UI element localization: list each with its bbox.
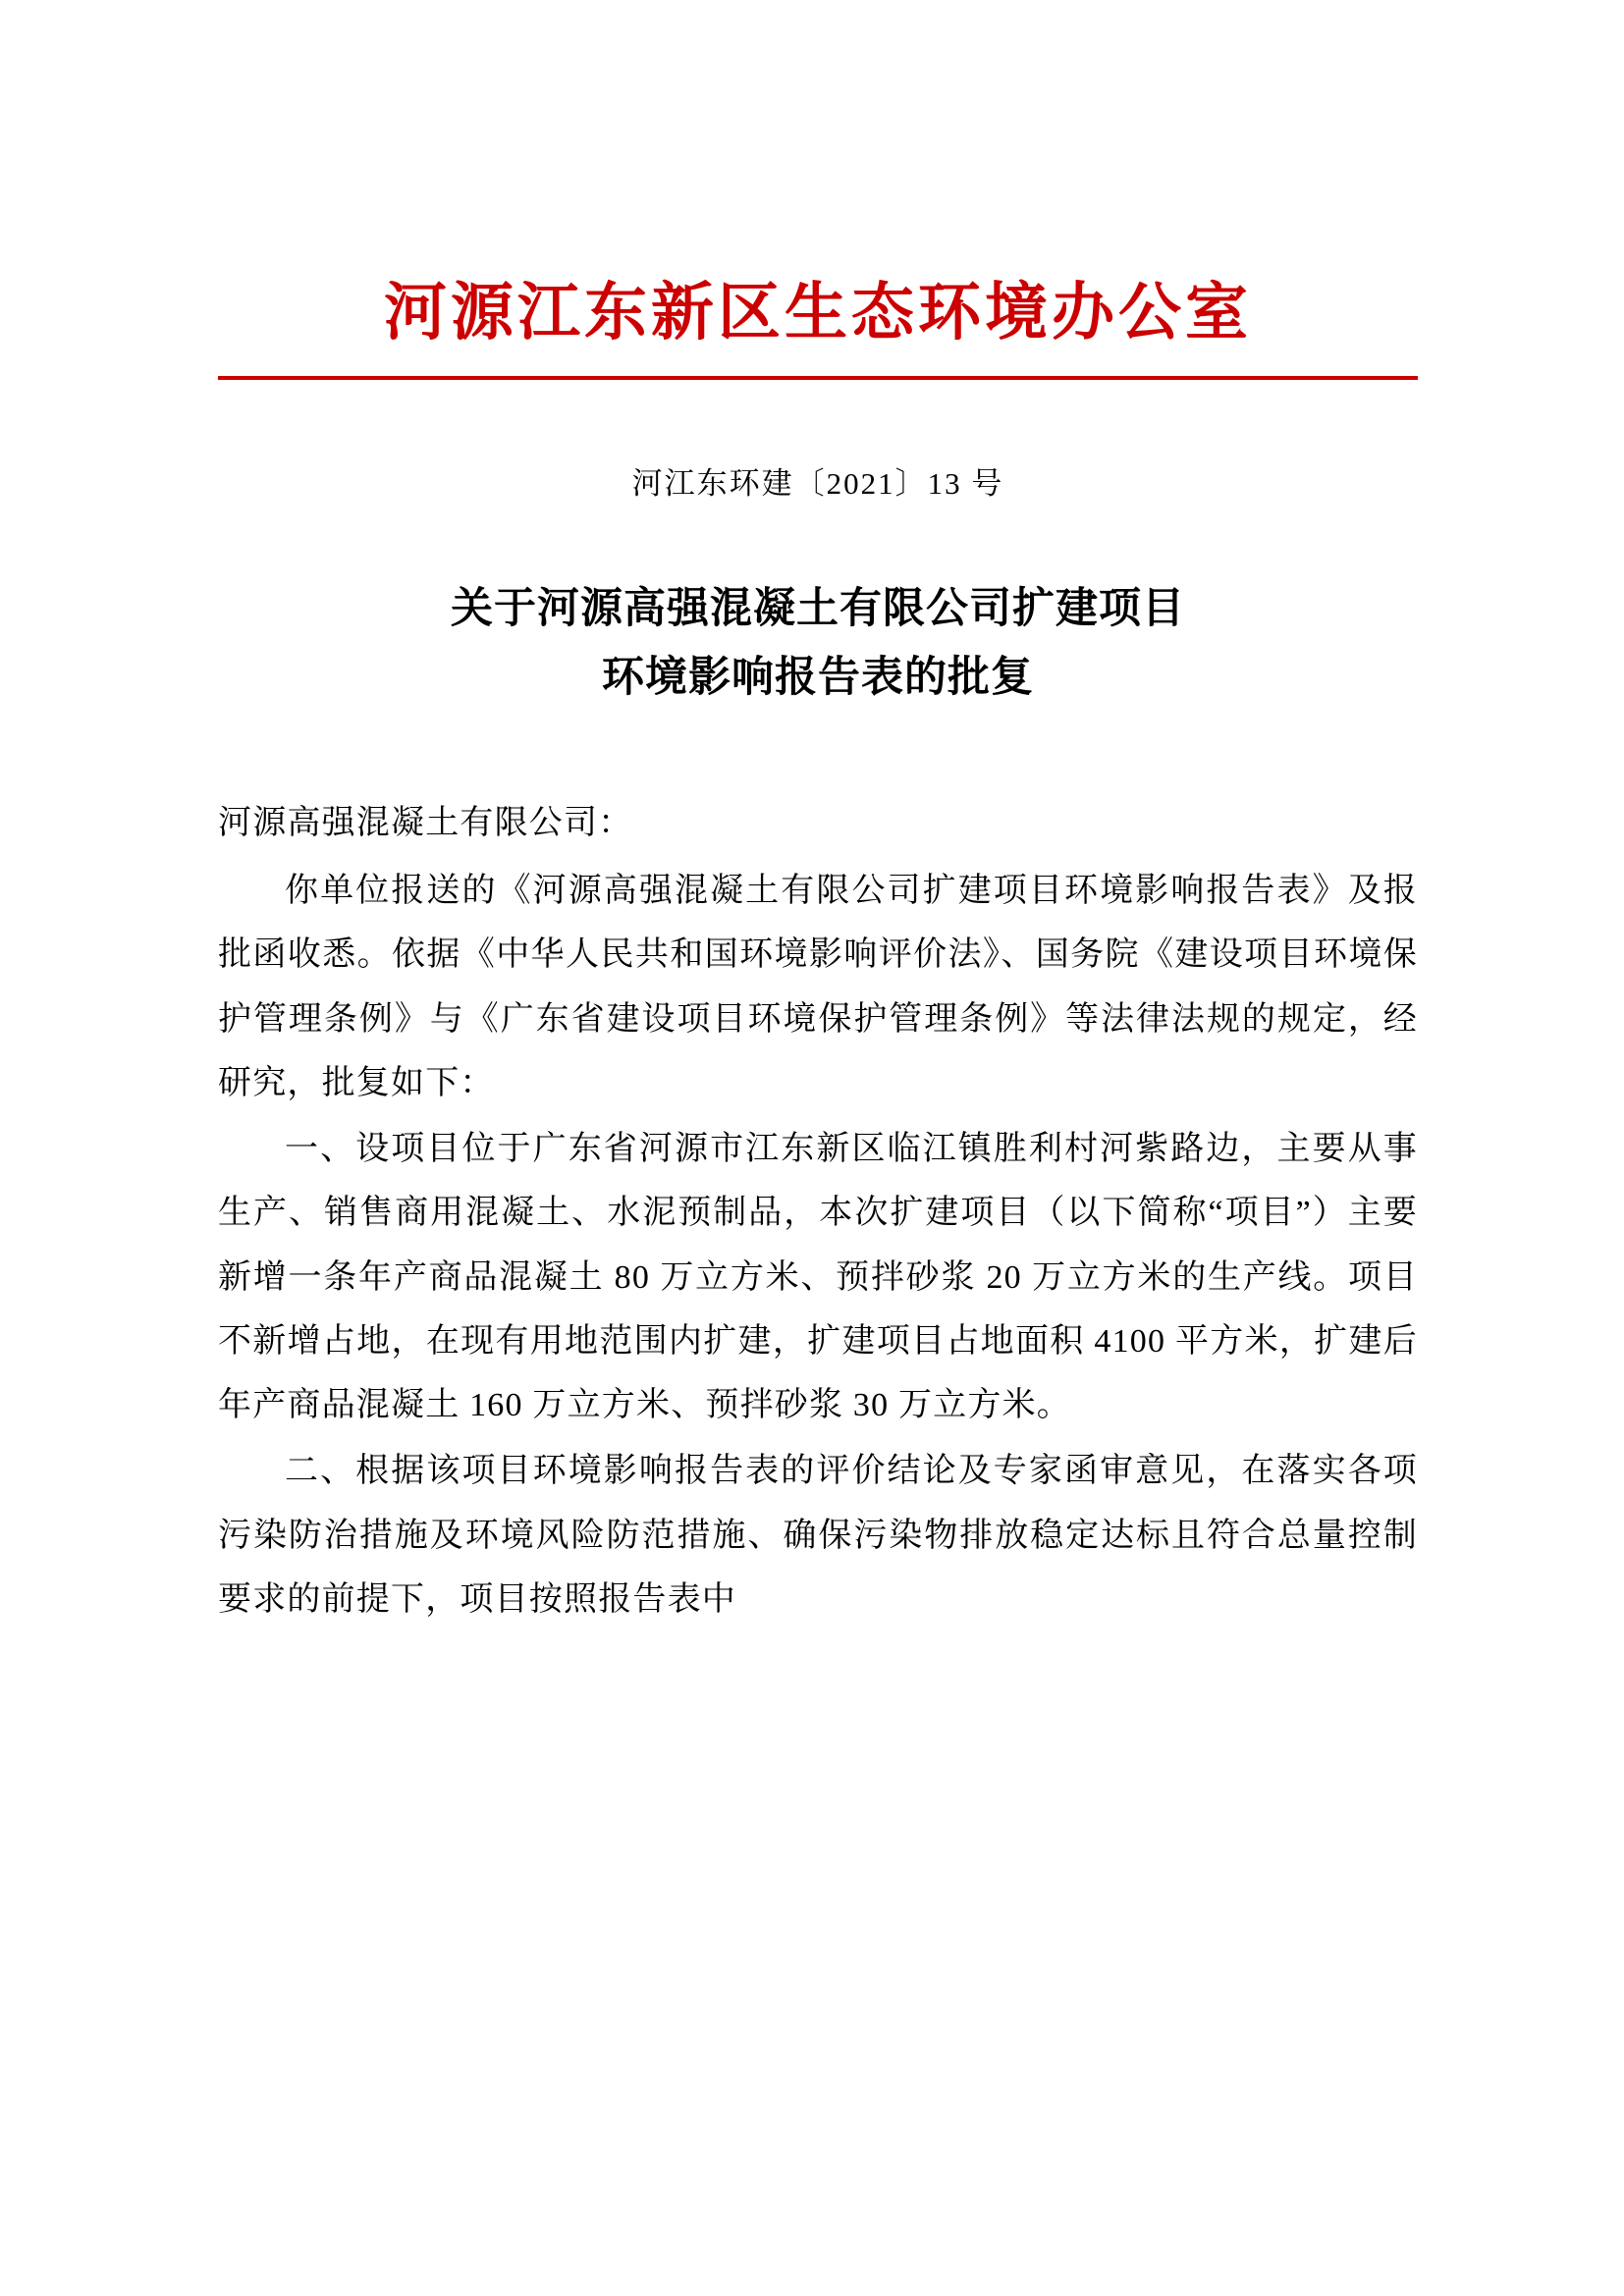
document-content	[218, 0, 1418, 1631]
body-paragraph-1: 你单位报送的《河源高强混凝土有限公司扩建项目环境影响报告表》及报批函收悉。依据《中华人民共和国环境影响评价法》、国务院《建设项目环境保护管理条例》与《广东省建设项目环境保护管理条例》等法律法规的规定，经研究，批复如下：	[218, 872, 1418, 1101]
body-paragraph-3: 二、根据该项目环境影响报告表的评价结论及专家函审意见，在落实各项污染防治措施及环境风险防范措施、确保污染物排放稳定达标且符合总量控制要求的前提下，项目按照报告表中	[218, 1453, 1418, 1618]
letterhead	[218, 278, 1418, 380]
document-title	[218, 575, 1418, 712]
salutation: 河源高强混凝土有限公司：	[218, 804, 633, 841]
page-title-line-2: 环境影响报告表的批复	[602, 654, 1034, 702]
page-title-line-1: 关于河源高强混凝土有限公司扩建项目	[451, 585, 1185, 633]
document-body	[218, 791, 1418, 1631]
document-number: 河江东环建〔2021〕13 号	[631, 466, 1004, 502]
letterhead-title: 河源江东新区生态环境办公室	[384, 277, 1252, 347]
letterhead-divider	[218, 376, 1418, 380]
body-paragraph-2: 一、设项目位于广东省河源市江东新区临江镇胜利村河紫路边，主要从事生产、销售商用混凝土、水泥预制品，本次扩建项目（以下简称“项目”）主要新增一条年产商品混凝土 80 万立方米、预拌砂浆 20 万立方米的生产线。项目不新增占地，在现有用地范围内扩建，扩建项目占地面积 4100 平方米，扩建后年产商品混凝土 160 万立方米、预拌砂浆 30 万立方米。	[218, 1131, 1418, 1424]
